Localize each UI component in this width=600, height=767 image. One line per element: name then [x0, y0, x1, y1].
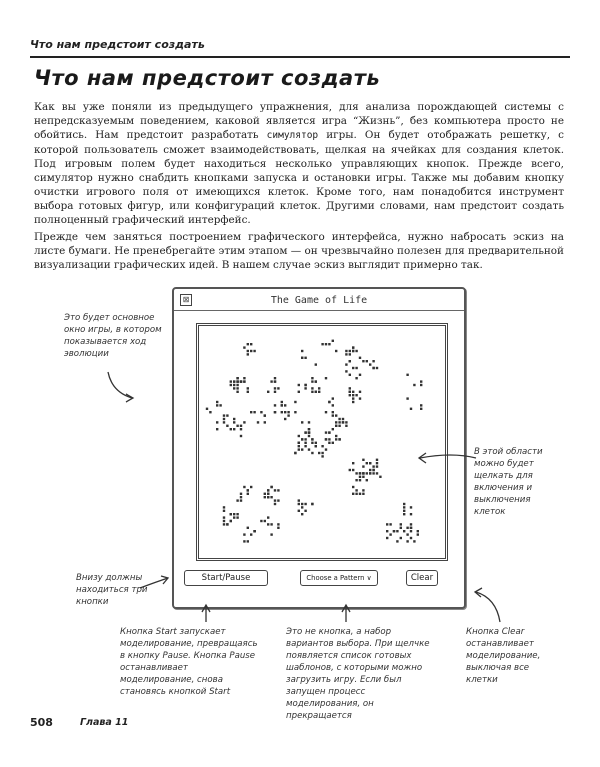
section-title: Что нам предстоит создать — [34, 66, 381, 90]
close-icon[interactable]: ⊠ — [180, 294, 192, 306]
intro-part1: Как вы уже поняли из предыдущего упражнения, для анализа порождающей системы с непредсказуемым поведением, каковой является игра “Жизнь”, без компьютера просто не обойтись. Нам предстоит разработать — [34, 101, 564, 141]
page-number: 508 — [30, 716, 53, 729]
note-three-buttons: Внизу должны находиться три кнопки — [76, 573, 148, 607]
note-start-button: Кнопка Start запускает моделирование, превращаясь в кнопку Pause. Кнопка Pause останавливает моделирование, снова становясь кнопкой Start — [120, 627, 258, 697]
intro-part2: игры. Он будет отображать решетку, с которой пользователь сможет взаимодействовать, щелкая на ячейках для создания клеток. Под игровым полем будет находиться несколько управляющих кнопок. Прежде всего, симулятор нужно снабдить кнопками запуска и остановки игры. Также мы добавим кнопку очистки игрового поля от имеющихся клеток. Кроме того, нам понадобится инструмент выбора готовых фигур, или конфигураций клеток. Другими словами, нам предстоит создать полноценный графический интерфейс. — [34, 129, 564, 226]
arrow-grid — [420, 455, 476, 458]
choose-pattern-dropdown[interactable]: Choose a Pattern ∨ — [300, 570, 378, 586]
chapter-label: Глава 11 — [80, 717, 129, 728]
sketch-paragraph: Прежде чем заняться построением графического интерфейса, нужно набросать эскиз на листе бумаги. Не пренебрегайте этим этапом — он чрезвычайно полезен для предварительной визуализации графических идей. В нашем случае эскиз выглядит примерно так. — [34, 231, 564, 271]
clear-button[interactable]: Clear — [406, 570, 438, 586]
note-pattern-button: Это не кнопка, а набор вариантов выбора. При щелчке появляется список готовых шаблонов, с которыми можно загрузить игру. Если был запущен процесс моделирования, он прекращается — [286, 627, 430, 721]
arrow-main-window-head — [126, 394, 133, 402]
start-pause-button[interactable]: Start/Pause — [184, 570, 268, 586]
note-clear-button: Кнопка Clear останавливает моделирование, выключая все клетки — [466, 627, 541, 685]
note-main-window: Это будет основное окно игры, в котором показывается ход эволюции — [64, 313, 162, 359]
window-title: The Game of Life — [270, 295, 368, 306]
arrow-main-window — [108, 372, 132, 398]
running-head: Что нам предстоит создать — [30, 38, 570, 58]
intro-mono-term: симулятор — [266, 130, 319, 141]
note-grid-area: В этой области можно будет щелкать для включения и выключения клеток — [474, 447, 543, 517]
